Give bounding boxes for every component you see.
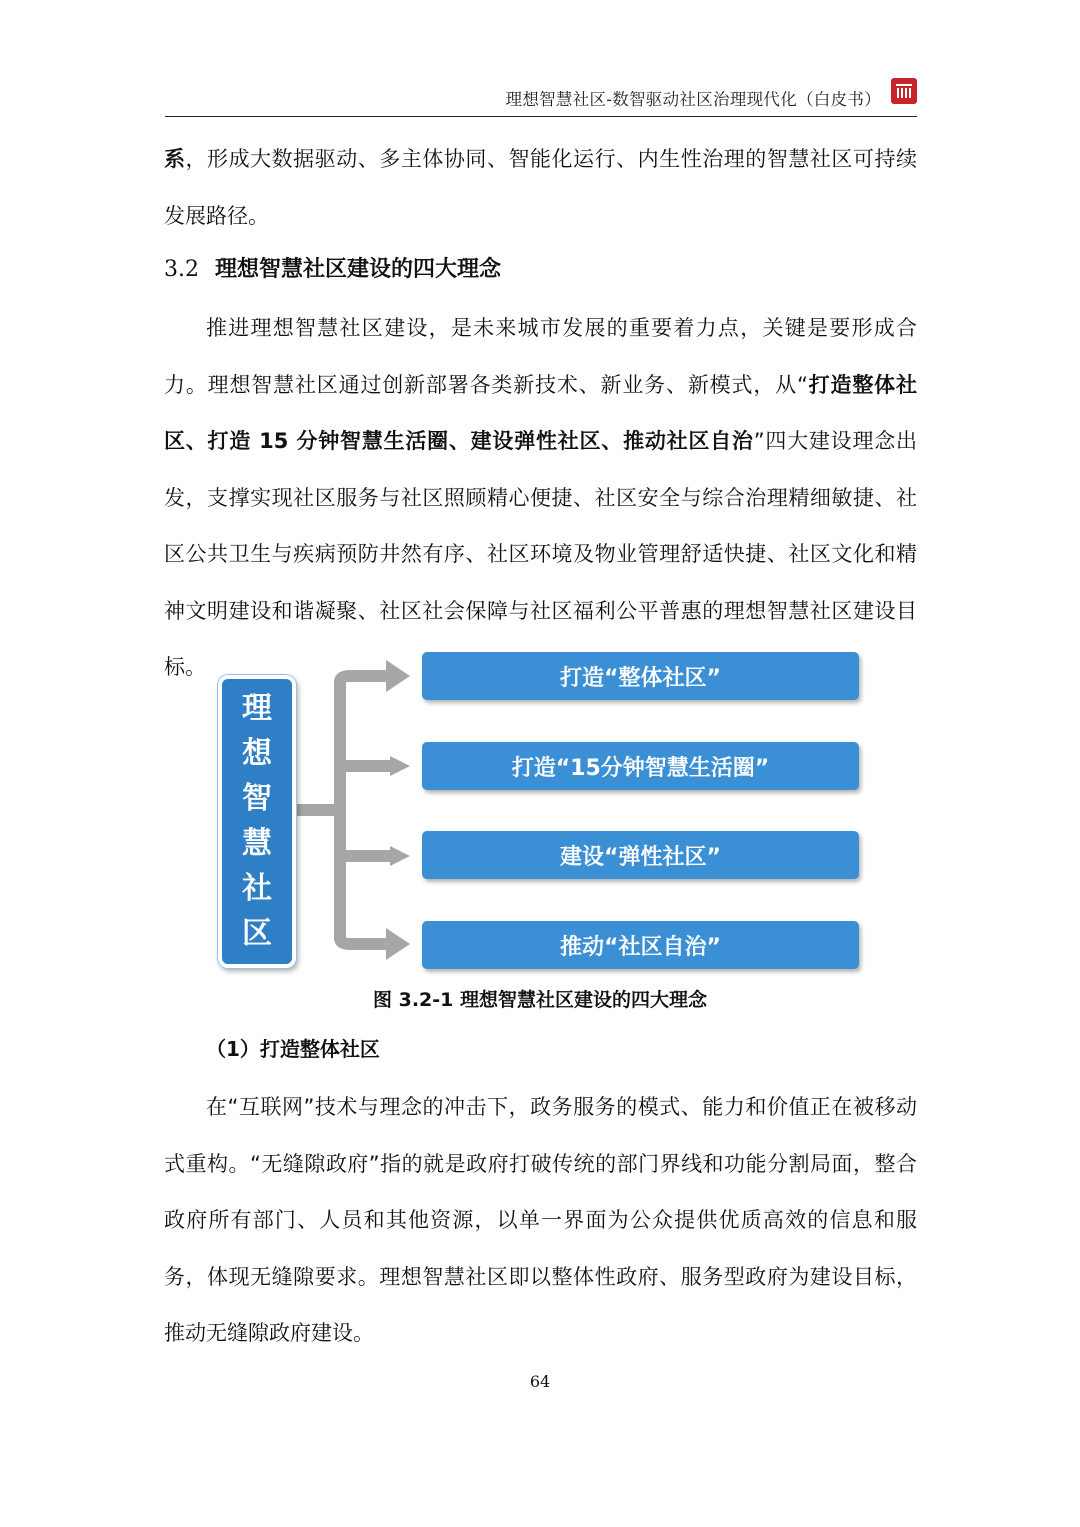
section-heading: [164, 252, 501, 283]
paragraph-bold-concepts: 打造整体社区、打造 15 分钟智慧生活圈、建设弹性社区、推动社区自治: [164, 372, 917, 453]
ideal-smart-community-label: [218, 675, 296, 968]
concept-box-community-autonomy: 推动“社区自治”: [422, 921, 859, 969]
arrow-branch-4: [340, 938, 388, 944]
paragraph-text: ”四大建设理念出发，支撑实现社区服务与社区照顾精心便捷、社区安全与综合治理精细敏捷、社区公共卫生与疾病预防井然有序、社区环境及物业管理舒适快捷、社区文化和精神文明建设和谐凝聚、社区社会保障与社区福利公平普惠的理想智慧社区建设目标。: [164, 429, 917, 679]
arrow-branch-1: [340, 676, 388, 682]
figure-caption: 图 3.2-1 理想智慧社区建设的四大理念: [373, 989, 707, 1011]
arrow-head-1: [386, 660, 410, 692]
page-number: 64: [529, 1372, 551, 1391]
vertical-char: 区: [242, 916, 272, 951]
concept-box-integrated-community: 打造“整体社区”: [422, 652, 859, 700]
section-number: 3.2: [164, 257, 199, 282]
subsection-heading: （1）打造整体社区: [206, 1037, 380, 1061]
page-header: [165, 76, 917, 117]
concept-diagram: [210, 650, 880, 970]
vertical-char: 慧: [242, 826, 272, 861]
arrow-head-3: [390, 846, 410, 866]
paragraph-text: 推进理想智慧社区建设，是未来城市发展的重要着力点，关键是要形成合力。理想智慧社区通过创新部署各类新技术、新业务、新模式，从“: [164, 316, 917, 397]
paragraph-continuation: [164, 131, 917, 244]
vertical-char: 想: [242, 736, 272, 771]
paragraph-bold-start: 系: [164, 147, 186, 171]
header-title: 理想智慧社区-数智驱动社区治理现代化（白皮书）: [505, 90, 881, 109]
vertical-char: 智: [242, 781, 272, 816]
paragraph-text: ，形成大数据驱动、多主体协同、智能化运行、内生性治理的智慧社区可持续发展路径。: [164, 147, 917, 228]
paragraph-integrated-community: 在“互联网”技术与理念的冲击下，政务服务的模式、能力和价值正在被移动式重构。“无缝隙政府”指的就是政府打破传统的部门界线和功能分割局面，整合政府所有部门、人员和其他资源，以单一界面为公众提供优质高效的信息和服务，体现无缝隙要求。理想智慧社区即以整体性政府、服务型政府为建设目标，推动无缝隙政府建设。: [164, 1095, 917, 1345]
arrow-head-2: [390, 756, 410, 776]
vertical-char: 理: [242, 691, 272, 726]
paragraph-intro: [164, 300, 917, 696]
arrow-head-4: [386, 928, 410, 960]
concept-box-15min-life-circle: 打造“15分钟智慧生活圈”: [422, 742, 859, 790]
building-logo-icon: [891, 78, 917, 104]
vertical-char: 社: [242, 871, 272, 906]
section-title: 理想智慧社区建设的四大理念: [215, 257, 502, 282]
concept-box-resilient-community: 建设“弹性社区”: [422, 831, 859, 879]
